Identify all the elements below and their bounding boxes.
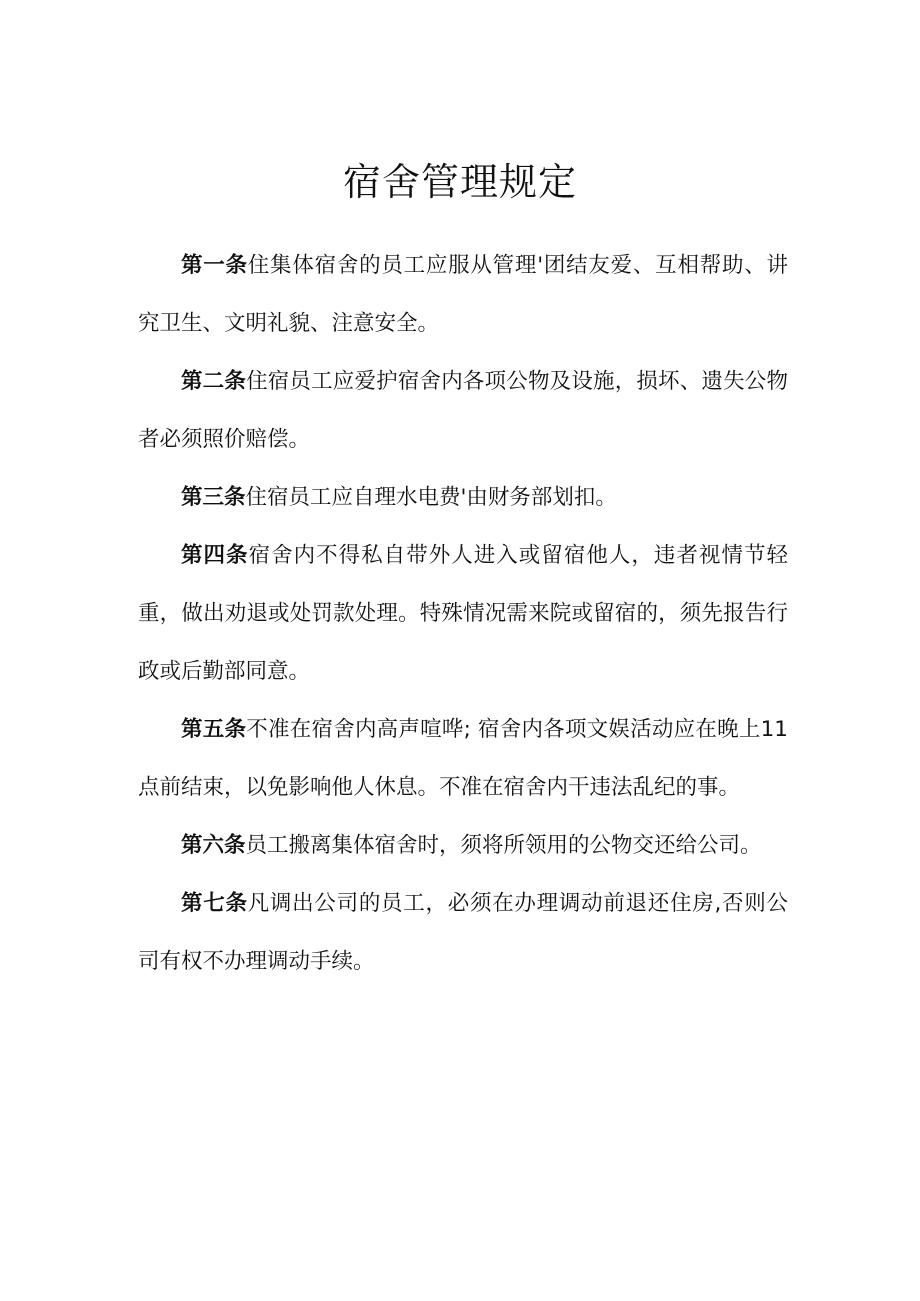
article-text: 住集体宿舍的员工应服从管理'团结友爱、互相帮助、讲究卫生、文明礼貌、注意安全。 bbox=[138, 253, 788, 336]
article-label: 第三条 bbox=[181, 485, 246, 510]
document-body bbox=[138, 237, 788, 991]
article-6 bbox=[138, 817, 788, 875]
article-text: 员工搬离集体宿舍时，须将所领用的公物交还给公司。 bbox=[245, 833, 762, 858]
article-text: 不准在宿舍内高声喧哗; 宿舍内各项文娱活动应在晚上11点前结束，以免影响他人休息。不准在宿舍内干违法乱纪的事。 bbox=[138, 717, 788, 800]
article-label: 第五条 bbox=[181, 717, 247, 742]
article-text: 宿舍内不得私自带外人进入或留宿他人，违者视情节轻重，做出劝退或处罚款处理。特殊情况需来院或留宿的，须先报告行政或后勤部同意。 bbox=[138, 543, 788, 684]
article-text: 凡调出公司的员工，必须在办理调动前退还住房,否则公司有权不办理调动手续。 bbox=[138, 891, 788, 974]
article-3 bbox=[138, 469, 788, 527]
article-label: 第四条 bbox=[181, 543, 249, 568]
article-text: 住宿员工应自理水电费'由财务部划扣。 bbox=[245, 485, 617, 510]
article-2 bbox=[138, 353, 788, 469]
article-1 bbox=[138, 237, 788, 353]
article-label: 第二条 bbox=[181, 369, 247, 394]
article-4 bbox=[138, 527, 788, 701]
article-label: 第一条 bbox=[181, 253, 248, 278]
article-5 bbox=[138, 701, 788, 817]
article-label: 第七条 bbox=[181, 891, 248, 916]
article-label: 第六条 bbox=[181, 833, 246, 858]
page-title: 宿舍管理规定 bbox=[342, 160, 577, 204]
article-text: 住宿员工应爱护宿舍内各项公物及设施，损坏、遗失公物者必须照价赔偿。 bbox=[138, 369, 788, 452]
article-7 bbox=[138, 875, 788, 991]
